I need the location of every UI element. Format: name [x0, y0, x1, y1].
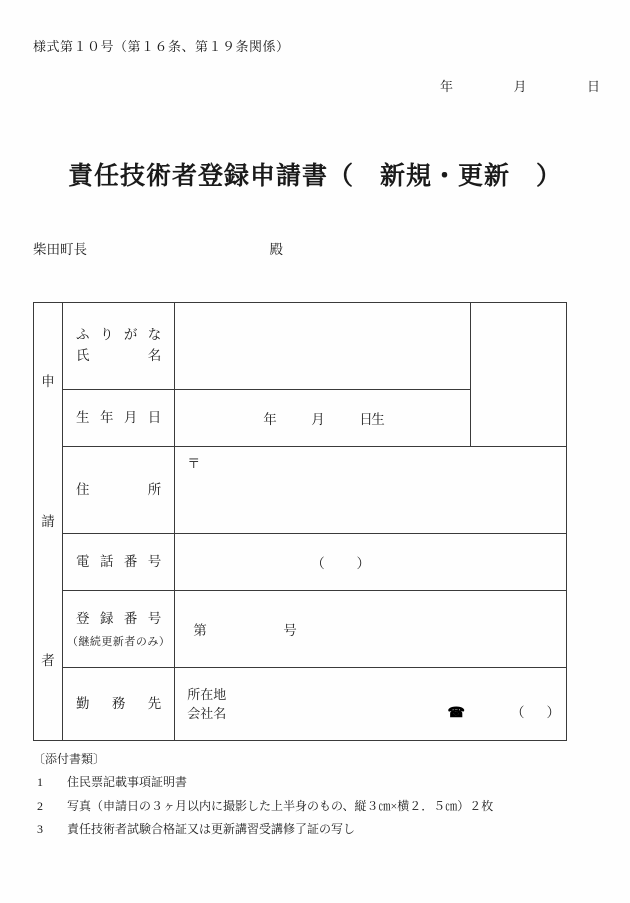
- tel-char-2: 話: [99, 553, 114, 569]
- birth-char-2: 年: [99, 409, 114, 425]
- address-char-2: 所: [147, 481, 162, 497]
- applicant-vertical-label: [34, 303, 63, 741]
- birth-char-1: 生: [76, 409, 90, 425]
- label-name: [63, 303, 175, 390]
- label-telephone: [63, 534, 175, 591]
- regno-prefix: 第: [193, 623, 207, 638]
- applicant-char-1: 申: [41, 374, 55, 390]
- birth-value-month: 月: [311, 412, 325, 427]
- form-code: 様式第１０号（第１６条、第１９条関係）: [33, 39, 290, 54]
- label-birthdate: [63, 390, 175, 447]
- field-registration-number-value[interactable]: [175, 591, 567, 668]
- furigana-char-3: が: [123, 327, 138, 343]
- label-address: [63, 447, 175, 534]
- table-row-address: [34, 447, 567, 534]
- attachment-number: 1: [37, 775, 43, 790]
- address-char-1: 住: [76, 481, 90, 497]
- workplace-char-1: 勤: [76, 695, 90, 711]
- list-item: [33, 771, 493, 794]
- field-birthdate-value[interactable]: [175, 390, 471, 447]
- tel-char-3: 番: [123, 553, 138, 569]
- field-telephone-value[interactable]: [175, 534, 567, 591]
- workplace-location-label: 所在地: [187, 686, 227, 702]
- regno-char-1: 登: [76, 610, 90, 626]
- birth-char-4: 日: [147, 409, 162, 425]
- label-workplace: [63, 668, 175, 741]
- field-name-value[interactable]: [175, 303, 471, 390]
- birth-value-suffix: 生: [371, 412, 385, 427]
- label-fullname: [63, 346, 174, 367]
- regno-char-2: 録: [99, 610, 114, 626]
- label-registration-number: [63, 591, 175, 668]
- regno-char-4: 号: [147, 610, 162, 626]
- addressee-recipient: 柴田町長: [33, 242, 87, 257]
- date-line: [440, 76, 600, 95]
- workplace-tel-paren-open: （: [511, 705, 525, 721]
- list-item: [33, 818, 493, 841]
- attachment-number: 3: [37, 822, 43, 837]
- workplace-char-3: 先: [147, 695, 162, 711]
- field-photo-cell[interactable]: [470, 303, 566, 447]
- table-row-registration-number: [34, 591, 567, 668]
- workplace-tel-paren-close: ）: [546, 705, 560, 721]
- date-year: 年: [440, 79, 454, 94]
- birth-value-day: 日: [359, 412, 373, 427]
- tel-char-4: 号: [147, 553, 162, 569]
- table-row-telephone: [34, 534, 567, 591]
- birth-value-year: 年: [263, 412, 277, 427]
- tel-char-1: 電: [76, 553, 90, 569]
- name-char-1: 氏: [76, 348, 90, 363]
- table-row-workplace: [34, 668, 567, 741]
- attachment-text: 写真（申請日の３ヶ月以内に撮影した上半身のもの、縦３㎝×横２．５㎝）２枚: [67, 798, 494, 813]
- furigana-char-1: ふ: [76, 327, 90, 343]
- attachment-number: 2: [37, 798, 43, 813]
- label-registration-number-note: （継続更新者のみ）: [66, 636, 171, 649]
- name-char-2: 名: [147, 348, 162, 363]
- field-workplace-value[interactable]: [175, 668, 567, 741]
- workplace-char-2: 務: [111, 695, 126, 711]
- applicant-char-2: 請: [41, 513, 55, 529]
- date-day: 日: [586, 79, 600, 94]
- label-furigana: [63, 325, 174, 346]
- applicant-char-3: 者: [41, 653, 55, 669]
- postal-mark-icon: 〒: [187, 456, 201, 471]
- page-title: 責任技術者登録申請書（ 新規・更新 ）: [67, 163, 562, 190]
- birth-char-3: 月: [123, 409, 138, 425]
- list-item: [33, 795, 493, 818]
- table-row-name: [34, 303, 567, 390]
- furigana-char-2: り: [99, 327, 114, 343]
- telephone-icon: ☎: [447, 706, 465, 721]
- addressee-honorific: 殿: [269, 242, 283, 257]
- date-month: 月: [513, 79, 527, 94]
- furigana-char-4: な: [147, 327, 162, 343]
- tel-paren-open: （: [311, 556, 326, 571]
- attachments-section: [33, 748, 493, 842]
- field-address-value[interactable]: [175, 447, 567, 534]
- workplace-company-label: 会社名: [187, 706, 227, 721]
- regno-suffix: 号: [283, 623, 297, 638]
- attachment-text: 住民票記載事項証明書: [67, 775, 188, 790]
- applicant-form-table: [33, 302, 567, 741]
- addressee: [33, 238, 283, 258]
- regno-char-3: 番: [123, 610, 138, 626]
- tel-paren-close: ）: [356, 556, 371, 571]
- attachments-title: 〔添付書類〕: [33, 752, 106, 766]
- attachment-text: 責任技術者試験合格証又は更新講習受講修了証の写し: [67, 822, 356, 837]
